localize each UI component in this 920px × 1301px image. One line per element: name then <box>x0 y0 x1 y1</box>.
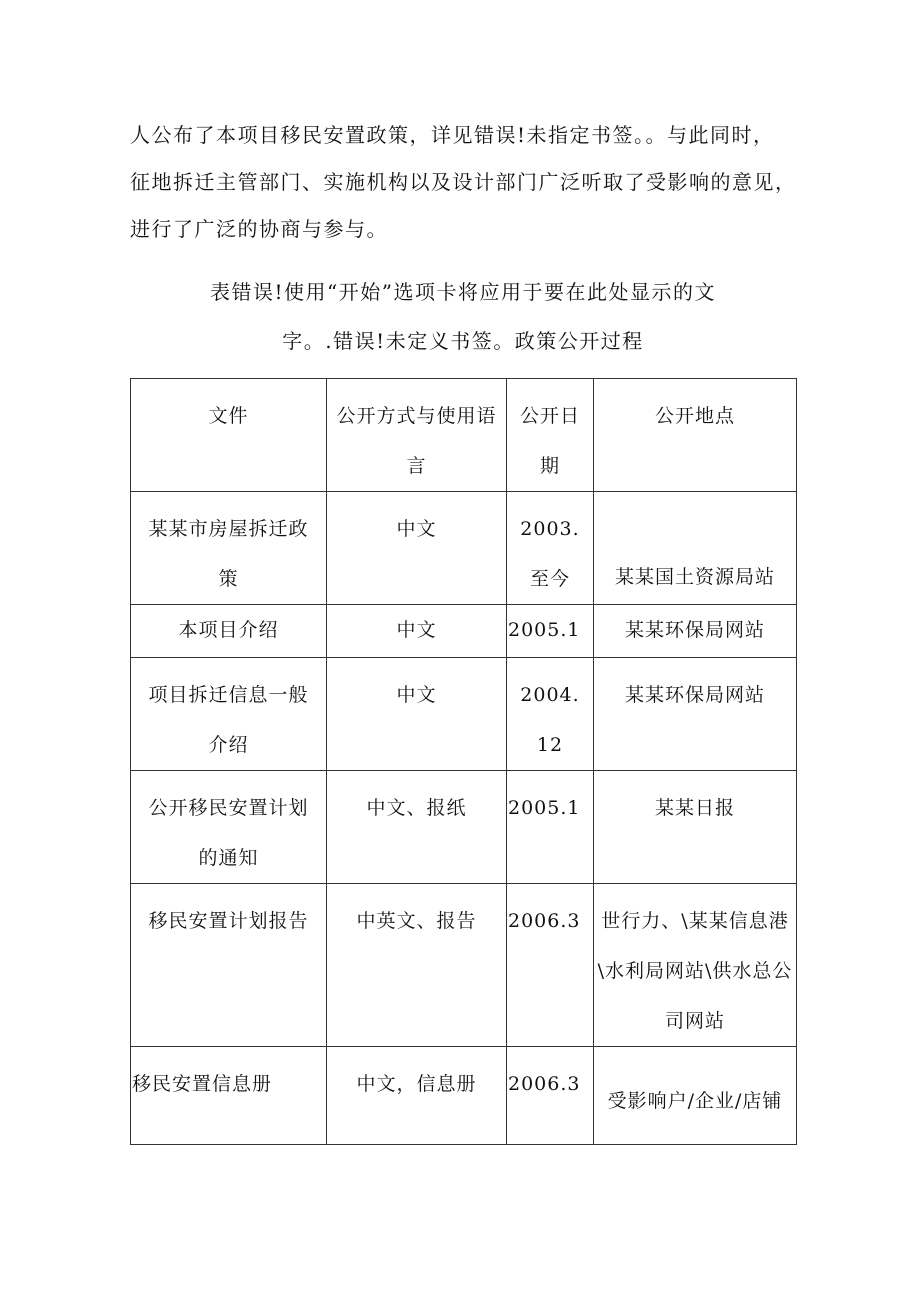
cell-date: 2005.1 <box>507 605 594 658</box>
table-row <box>131 658 797 771</box>
cell-place: 某某环保局网站 <box>594 658 797 771</box>
cell-file: 公开移民安置计划的通知 <box>131 771 327 884</box>
paragraph-line-1: 人公布了本项目移民安置政策，详见错误!未指定书签。。与此同时， <box>130 123 775 147</box>
cell-file: 移民安置信息册 <box>131 1047 327 1145</box>
cell-file: 某某市房屋拆迁政策 <box>131 492 327 605</box>
paragraph-line-2: 征地拆迁主管部门、实施机构以及设计部门广泛听取了受影响的意见， <box>130 170 797 194</box>
cell-method: 中文、报纸 <box>327 771 507 884</box>
cell-method: 中文 <box>327 658 507 771</box>
cell-method: 中文 <box>327 492 507 605</box>
cell-file: 移民安置计划报告 <box>131 884 327 1047</box>
header-place: 公开地点 <box>594 379 797 492</box>
cell-place: 某某环保局网站 <box>594 605 797 658</box>
cell-place: 世行力、\某某信息港\水利局网站\供水总公司网站 <box>594 884 797 1047</box>
table-caption-line-2: 字。.错误!未定义书签。政策公开过程 <box>282 329 644 353</box>
cell-place: 某某日报 <box>594 771 797 884</box>
table-row <box>131 492 797 605</box>
policy-disclosure-table <box>130 378 797 1145</box>
cell-method: 中文，信息册 <box>327 1047 507 1145</box>
cell-file: 项目拆迁信息一般介绍 <box>131 658 327 771</box>
cell-place: 受影响户/企业/店铺 <box>594 1047 797 1145</box>
table-row <box>131 771 797 884</box>
body-paragraph <box>130 112 820 253</box>
cell-file: 本项目介绍 <box>131 605 327 658</box>
header-method: 公开方式与使用语言 <box>327 379 507 492</box>
cell-date: 2006.3 <box>507 884 594 1047</box>
cell-method: 中文 <box>327 605 507 658</box>
header-date: 公开日期 <box>507 379 594 492</box>
table-row <box>131 605 797 658</box>
table-caption-line-1: 表错误!使用“开始”选项卡将应用于要在此处显示的文 <box>210 280 716 304</box>
table-row <box>131 1047 797 1145</box>
cell-method: 中英文、报告 <box>327 884 507 1047</box>
cell-date: 2005.1 <box>507 771 594 884</box>
cell-date: 2004.12 <box>507 658 594 771</box>
paragraph-line-3: 进行了广泛的协商与参与。 <box>130 217 388 241</box>
table-row <box>131 884 797 1047</box>
cell-place: 某某国土资源局站 <box>594 492 797 605</box>
header-file: 文件 <box>131 379 327 492</box>
cell-date: 2003.至今 <box>507 492 594 605</box>
table-header-row <box>131 379 797 492</box>
cell-date: 2006.3 <box>507 1047 594 1145</box>
